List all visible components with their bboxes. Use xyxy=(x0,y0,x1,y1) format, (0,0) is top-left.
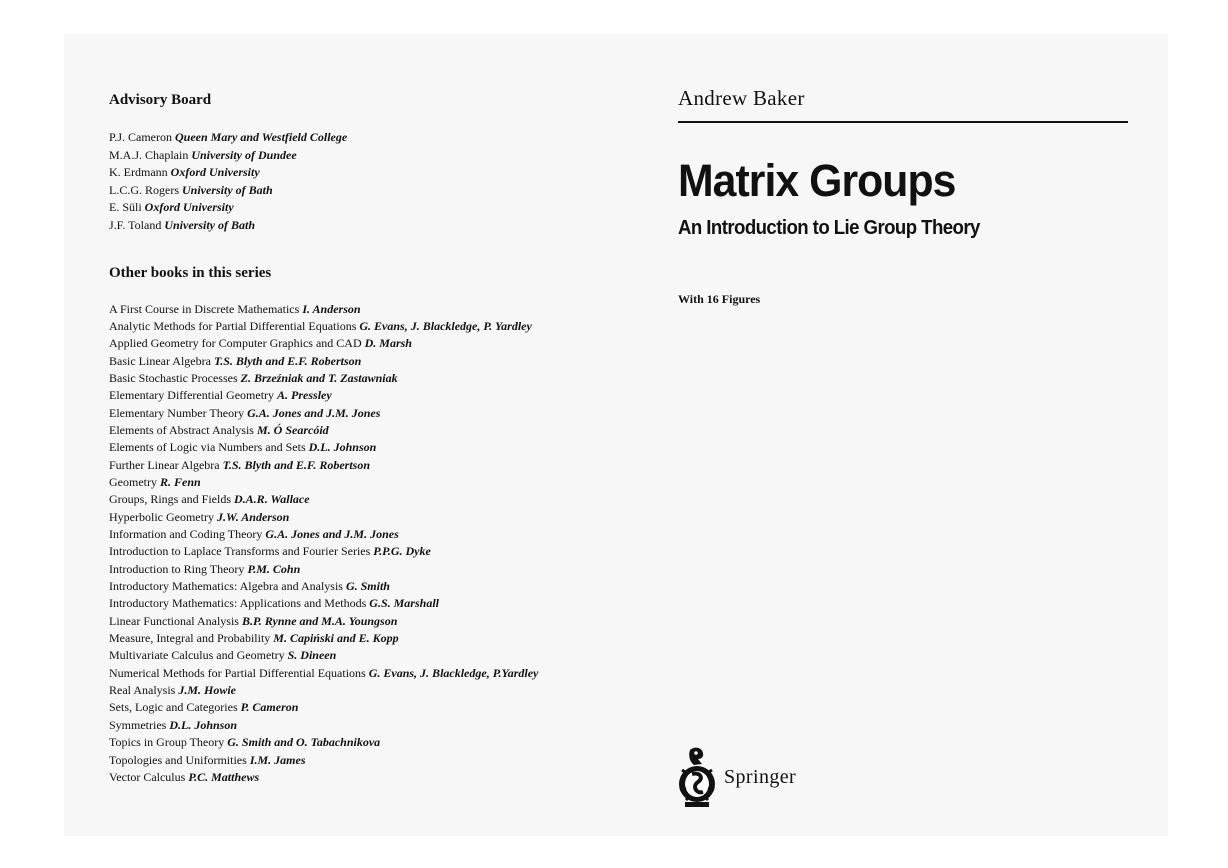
book-entry xyxy=(109,752,629,769)
book-author: M. Capiński and E. Kopp xyxy=(273,631,399,646)
book-entry xyxy=(109,474,629,491)
book-entry xyxy=(109,370,629,387)
book-entry xyxy=(109,301,629,318)
book-title: Topics in Group Theory xyxy=(109,735,225,750)
member-affiliation: Oxford University xyxy=(170,165,260,180)
book-author: I.M. James xyxy=(249,752,306,767)
board-member xyxy=(109,147,629,165)
book-title: A First Course in Discrete Mathematics xyxy=(109,301,300,316)
book-title: Elements of Logic via Numbers and Sets xyxy=(109,440,306,455)
advisory-board-heading: Advisory Board xyxy=(109,92,212,108)
book-entry xyxy=(109,647,629,664)
member-name: J.F. Toland xyxy=(109,217,162,232)
book-entry xyxy=(109,699,629,716)
book-title-main: Matrix Groups xyxy=(678,155,956,206)
book-entry xyxy=(109,491,629,508)
title-page xyxy=(678,86,1128,307)
book-title: Introduction to Laplace Transforms and Fourier Series xyxy=(109,544,371,559)
book-author: G.A. Jones and J.M. Jones xyxy=(247,405,381,420)
board-member xyxy=(109,129,629,147)
member-name: L.C.G. Rogers xyxy=(109,182,179,197)
book-entry xyxy=(109,387,629,404)
book-title: Multivariate Calculus and Geometry xyxy=(109,648,285,663)
book-entry xyxy=(109,613,629,630)
book-entry xyxy=(109,595,629,612)
book-entry xyxy=(109,318,629,335)
book-author: D.A.R. Wallace xyxy=(234,492,310,507)
book-entry xyxy=(109,543,629,560)
book-title: Groups, Rings and Fields xyxy=(109,492,232,507)
book-title: Analytic Methods for Partial Differential Equations xyxy=(109,318,357,333)
book-entry xyxy=(109,509,629,526)
publisher-name: Springer xyxy=(724,765,797,788)
member-affiliation: University of Dundee xyxy=(191,147,297,162)
book-author: G. Smith and O. Tabachnikova xyxy=(227,735,381,750)
book-entry xyxy=(109,769,629,786)
book-author: P.M. Cohn xyxy=(247,561,301,576)
springer-chess-knight-logo-icon xyxy=(676,744,718,810)
book-title: Geometry xyxy=(109,475,157,489)
book-entry xyxy=(109,734,629,751)
book-title: Introduction to Ring Theory xyxy=(109,561,245,576)
book-title: Elements of Abstract Analysis xyxy=(109,422,254,437)
book-title: Real Analysis xyxy=(109,683,176,698)
book-author: I. Anderson xyxy=(302,301,361,316)
book-title: Measure, Integral and Probability xyxy=(109,631,271,646)
book-author: G.A. Jones and J.M. Jones xyxy=(265,527,399,542)
book-author: D.L. Johnson xyxy=(308,440,377,455)
title-rule xyxy=(678,121,1128,123)
book-entry xyxy=(109,578,629,595)
book-entry xyxy=(109,526,629,543)
book-entry xyxy=(109,665,629,682)
book-title: Symmetries xyxy=(109,717,167,732)
series-heading: Other books in this series xyxy=(109,264,272,281)
book-author: P.C. Matthews xyxy=(188,769,260,784)
member-name: K. Erdmann xyxy=(109,165,168,180)
book-entry xyxy=(109,630,629,647)
book-author: S. Dineen xyxy=(287,648,337,663)
member-name: P.J. Cameron xyxy=(109,130,172,144)
book-entry xyxy=(109,353,629,370)
book-entry xyxy=(109,422,629,439)
book-author: G. Evans, J. Blackledge, P.Yardley xyxy=(368,665,539,680)
book-title: Linear Functional Analysis xyxy=(109,613,239,628)
board-member xyxy=(109,182,629,200)
book-author: P. Cameron xyxy=(240,700,299,715)
member-affiliation: University of Bath xyxy=(164,217,255,232)
book-author: T.S. Blyth and E.F. Robertson xyxy=(213,353,362,368)
member-name: M.A.J. Chaplain xyxy=(109,147,189,162)
book-author: T.S. Blyth and E.F. Robertson xyxy=(222,457,371,472)
book-author: G.S. Marshall xyxy=(369,596,439,611)
book-author: D. Marsh xyxy=(364,336,412,351)
book-author: J.W. Anderson xyxy=(216,509,290,524)
book-author: A. Pressley xyxy=(277,388,332,403)
book-author: G. Smith xyxy=(345,579,390,594)
book-title: Elementary Number Theory xyxy=(109,405,245,420)
figures-note: With 16 Figures xyxy=(678,292,761,306)
book-author: B.P. Rynne and M.A. Youngson xyxy=(241,613,398,628)
book-entry xyxy=(109,335,629,352)
book-title: Vector Calculus xyxy=(109,769,186,784)
member-affiliation: Oxford University xyxy=(144,200,234,215)
book-author: G. Evans, J. Blackledge, P. Yardley xyxy=(359,318,532,333)
book-title: Basic Stochastic Processes xyxy=(109,370,238,385)
board-member xyxy=(109,199,629,217)
book-author: Z. Brzeźniak and T. Zastawniak xyxy=(240,370,398,385)
book-title: Introductory Mathematics: Algebra and Analysis xyxy=(109,579,343,594)
left-page xyxy=(109,92,629,786)
book-entry xyxy=(109,682,629,699)
member-affiliation: University of Bath xyxy=(182,182,273,197)
publisher-imprint xyxy=(676,744,796,810)
book-title: Hyperbolic Geometry xyxy=(109,509,214,524)
member-name: E. Süli xyxy=(109,200,142,215)
book-subtitle: An Introduction to Lie Group Theory xyxy=(678,217,980,239)
book-entry xyxy=(109,405,629,422)
book-title: Elementary Differential Geometry xyxy=(109,388,275,403)
advisory-board-list xyxy=(109,129,629,235)
book-title: Topologies and Uniformities xyxy=(109,752,247,767)
book-entry xyxy=(109,457,629,474)
member-affiliation: Queen Mary and Westfield College xyxy=(175,130,348,144)
book-entry xyxy=(109,561,629,578)
book-title: Numerical Methods for Partial Differential Equations xyxy=(109,665,366,680)
book-entry xyxy=(109,439,629,456)
book-author: P.P.G. Dyke xyxy=(373,544,431,559)
board-member xyxy=(109,164,629,182)
series-book-list xyxy=(109,301,629,787)
board-member xyxy=(109,217,629,235)
book-author: M. Ó Searcóid xyxy=(256,422,329,437)
book-title: Applied Geometry for Computer Graphics and CAD xyxy=(109,336,362,351)
book-title: Basic Linear Algebra xyxy=(109,353,211,368)
book-title: Information and Coding Theory xyxy=(109,527,263,542)
book-author: D.L. Johnson xyxy=(169,717,238,732)
book-author: J.M. Howie xyxy=(178,683,236,698)
author-name: Andrew Baker xyxy=(678,86,805,110)
book-entry xyxy=(109,717,629,734)
book-title: Further Linear Algebra xyxy=(109,457,220,472)
book-title: Introductory Mathematics: Applications and Methods xyxy=(109,596,367,611)
book-author: R. Fenn xyxy=(159,475,201,489)
book-title: Sets, Logic and Categories xyxy=(109,700,238,715)
